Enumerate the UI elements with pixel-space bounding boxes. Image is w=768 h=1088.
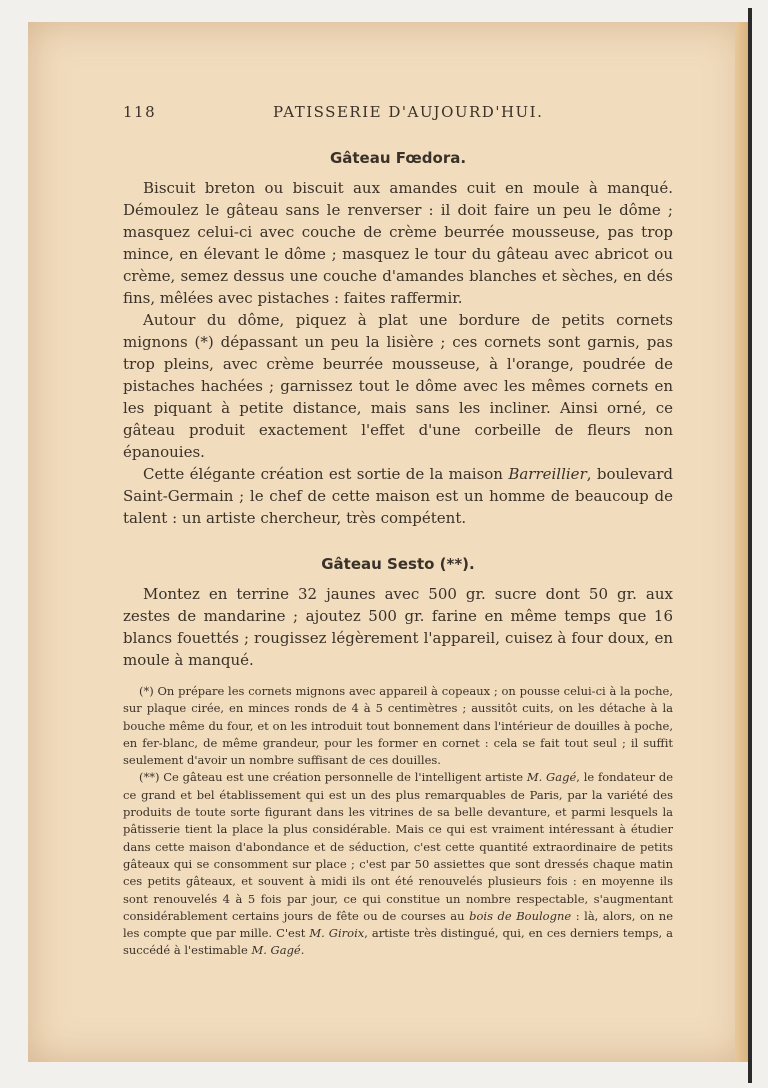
text-span: : là, alors, on ne les compte que par mille. C'est [123,908,673,941]
name-gage: M. Gagé [251,943,301,958]
name-giroix: M. Giroix [309,926,365,941]
page-content [123,103,673,960]
text-span: , artiste très distingué, qui, en ces derniers temps, a succédé à l'estimable [123,926,673,958]
recipe-title-sesto: Gâteau Sesto (**). [321,555,475,573]
text-span: , boulevard Saint-Germain ; le chef de cette maison est un homme de beaucoup de talent : un artiste chercheur, très compétent. [123,465,673,527]
book-spine [748,8,752,1083]
place-bois-de-boulogne: bois de Boulogne [469,908,572,923]
running-head [123,103,673,129]
footnote-2 [123,769,673,959]
maison-name: Barreillier [508,465,587,483]
page-number: 118 [123,103,157,121]
recipe-title-fedora: Gâteau Fœdora. [329,149,467,167]
fedora-paragraph-2: Autour du dôme, piquez à plat une bordure de petits cornets mignons (*) dépassant un peu la lisière ; ces cornets sont garnis, pas trop pleins, avec crème beurrée mousseuse, à l'orange, poudrée de pistaches hachées ; garnissez tout le dôme avec les mêmes cornets en les piquant à petite distance, mais sans les incliner. Ainsi orné, ce gâteau produit exactement l'effet d'une corbeille de fleurs non épanouies. [123,311,673,461]
page-edge [735,22,749,1062]
text-span: Cette élégante création est sortie de la maison [143,465,509,483]
running-title: PATISSERIE D'AUJOURD'HUI. [273,103,544,121]
sesto-paragraph-1: Montez en terrine 32 jaunes avec 500 gr. sucre dont 50 gr. aux zestes de mandarine ; ajoutez 500 gr. farine en même temps que 16 blancs fouettés ; rougissez légèrement l'appareil, cuisez à four doux, en moule à manqué. [123,585,673,669]
footnotes [123,683,673,960]
fedora-paragraph-3 [123,463,673,529]
fedora-paragraph-1: Biscuit breton ou biscuit aux amandes cuit en moule à manqué. Démoulez le gâteau sans le renverser : il doit faire un peu le dôme ; masquez celui-ci avec couche de crème beurrée mousseuse, pas trop mince, en élevant le dôme ; masquez le tour du gâteau avec abricot ou crème, semez dessus une couche d'amandes blanches et sèches, en dés fins, mêlées avec pistaches : faites raffermir. [123,179,673,307]
text-span: (**) Ce gâteau est une création personnelle de l'intelligent artiste [139,770,527,785]
name-gage: M. Gagé [526,770,577,785]
text-span: . [300,943,305,958]
text-span: , le fondateur de ce grand et bel établissement qui est un des plus remarquables de Paris, par la variété des produits de toute sorte figurant dans les vitrines de sa belle devanture, et parmi lesquels la pâtisserie tient la place la plus considérable. Mais ce qui est vraiment intéressant à étudier dans cette maison d'abondance et de séduction, c'est cette quantité extraordinaire de petits gâteaux qui se consomment sur place ; c'est par 50 assiettes que sont dressés chaque matin ces petits gâteaux, et souvent à midi ils ont été renouvelés plusieurs fois : en moyenne ils sont renouvelés 4 à 5 fois par jour, ce qui constitue un nombre respectable, s'augmentant considérablement certains jours de fête ou de courses au [123,770,674,923]
footnote-1: (*) On prépare les cornets mignons avec appareil à copeaux ; on pousse celui-ci à la poche, sur plaque cirée, en minces ronds de 4 à 5 centimètres ; aussitôt cuits, on les détache à la bouche même du four, et on les introduit tout bonnement dans l'intérieur de douilles à poche, en fer-blanc, de même grandeur, pour les former en cornet : cela se fait tout seul ; il suffit seulement d'avoir un nombre suffisant de ces douilles. [123,684,673,768]
